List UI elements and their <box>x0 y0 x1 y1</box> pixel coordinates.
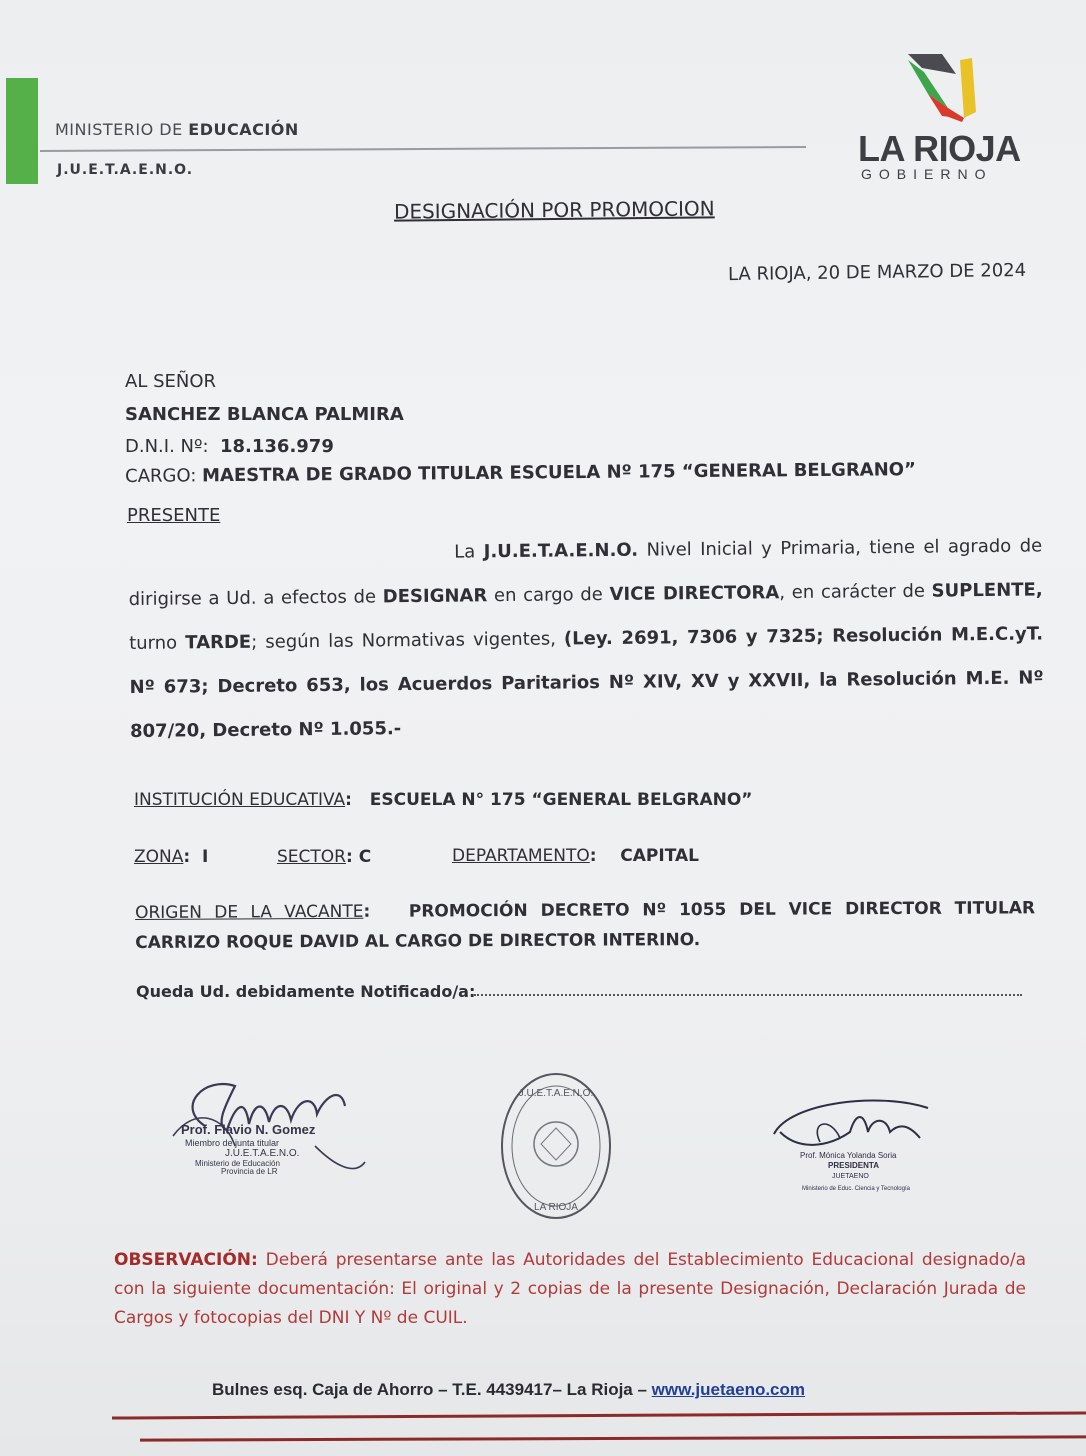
body-cargo: VICE DIRECTORA <box>609 582 780 605</box>
body-paragraph: La J.U.E.T.A.E.N.O. Nivel Inicial y Primaria, tiene el agrado de dirigirse a Ud. a efectos de DESIGNAR en cargo de VICE DIRECTORA, en carácter de SUPLENTE, turno TARDE; según las Normativas vigentes, (Ley. 2691, 7306 y 7325; Resolución M.E.C.yT. Nº 673; Decreto 653, los Acuerdos Paritarios Nº XIV, XV y XXVII, la Resolución M.E. Nº 807/20, Decreto Nº 1.055.- <box>128 535 1044 742</box>
la-rioja-logo-icon <box>902 46 984 126</box>
observacion-text: Deberá presentarse ante las Autoridades del Establecimiento Educacional designado/a con la siguiente documentación: El original y 2 copias de la presente Designación, Declaración Jurada de Cargos y fotocopias del DNI Y Nº de CUIL. <box>114 1250 1026 1328</box>
zona-field: ZONA: I <box>134 847 209 867</box>
footer-line-top <box>112 1411 1086 1419</box>
origen-value: PROMOCIÓN DECRETO Nº 1055 DEL VICE DIRECTOR TITULAR CARRIZO ROQUE DAVID AL CARGO DE DIRECTOR INTERINO. <box>135 898 1036 953</box>
cargo-value: MAESTRA DE GRADO TITULAR ESCUELA Nº 175 “GENERAL BELGRANO” <box>201 459 916 487</box>
document-title: DESIGNACIÓN POR PROMOCION <box>393 196 715 224</box>
signature-right-ministry: Ministerio de Educ. Ciencia y Tecnología <box>802 1186 910 1192</box>
document-date: LA RIOJA, 20 DE MARZO DE 2024 <box>727 259 1027 286</box>
body-turno: TARDE <box>185 631 252 654</box>
dni-value: 18.136.979 <box>219 436 334 457</box>
zona-label: ZONA <box>134 847 184 867</box>
notificado-label: Queda Ud. debidamente Notificado/a: <box>136 982 476 1001</box>
stamp-top-text: J.U.E.T.A.E.N.O. <box>518 1088 594 1099</box>
official-stamp-icon <box>497 1070 615 1222</box>
zona-value: I <box>202 847 209 867</box>
departamento-label: DEPARTAMENTO <box>452 846 590 866</box>
body-designar: DESIGNAR <box>382 585 488 608</box>
stamp-bottom-text: LA RIOJA <box>534 1202 578 1213</box>
sector-field: SECTOR: C <box>277 847 372 867</box>
logo-subtitle: GOBIERNO <box>861 166 993 182</box>
logo-name: LA RIOJA <box>858 128 1021 169</box>
ministry-name <box>55 120 299 139</box>
signature-right-name: Prof. Mónica Yolanda Soria <box>800 1151 897 1160</box>
cargo-label: CARGO: <box>125 465 197 487</box>
origen-field: ORIGEN DE LA VACANTE: PROMOCIÓN DECRETO Nº 1055 DEL VICE DIRECTOR TITULAR CARRIZO ROQUE DAVID AL CARGO DE DIRECTOR INTERINO. <box>135 898 1036 953</box>
footer-address-text: Bulnes esq. Caja de Ahorro – T.E. 4439417– La Rioja – <box>212 1380 652 1399</box>
signature-left-name: Prof. Flavio N. Gomez <box>181 1122 316 1137</box>
institucion-label: INSTITUCIÓN EDUCATIVA <box>134 790 346 810</box>
departamento-value: CAPITAL <box>620 846 699 866</box>
body-org: J.U.E.T.A.E.N.O. <box>483 539 639 563</box>
recipient-name-value: SANCHEZ BLANCA PALMIRA <box>125 404 404 425</box>
signature-left-role: Miembro de junta titular <box>185 1138 280 1148</box>
institucion-field: INSTITUCIÓN EDUCATIVA: ESCUELA N° 175 “GENERAL BELGRANO” <box>134 790 753 810</box>
recipient-name <box>125 404 404 425</box>
green-accent-bar <box>6 78 38 184</box>
ministry-prefix: MINISTERIO DE <box>55 120 189 139</box>
presente-label: PRESENTE <box>127 505 221 526</box>
signature-left <box>165 1066 375 1186</box>
dni-label: D.N.I. Nº: <box>125 436 209 457</box>
salutation: AL SEÑOR <box>125 371 217 392</box>
ministry-bold: EDUCACIÓN <box>188 120 299 139</box>
cargo-line <box>125 459 916 487</box>
signature-left-ministry: Ministerio de Educación <box>195 1159 280 1168</box>
org-header: J.U.E.T.A.E.N.O. <box>57 162 194 178</box>
dni-line <box>125 436 334 457</box>
footer-address <box>212 1380 805 1400</box>
institucion-value: ESCUELA N° 175 “GENERAL BELGRANO” <box>369 790 753 810</box>
observacion-label: OBSERVACIÓN: <box>114 1250 258 1270</box>
header-divider <box>40 146 806 152</box>
signature-right-role: PRESIDENTA <box>828 1161 879 1170</box>
notificado-dotted-line <box>474 994 1022 996</box>
origen-label: ORIGEN DE LA VACANTE <box>135 901 364 923</box>
footer-website-link[interactable]: www.juetaeno.com <box>651 1380 806 1399</box>
signature-left-province: Provincia de LR <box>221 1167 278 1176</box>
body-caracter: SUPLENTE, <box>931 579 1043 602</box>
departamento-field: DEPARTAMENTO: CAPITAL <box>452 846 699 866</box>
signature-left-org: J.U.E.T.A.E.N.O. <box>225 1148 300 1159</box>
body-normativas: (Ley. 2691, 7306 y 7325; Resolución M.E.C.yT. Nº 673; Decreto 653, los Acuerdos Paritarios Nº XIV, XV y XXVII, la Resolución M.E. Nº 807/20, Decreto Nº 1.055.- <box>129 623 1044 742</box>
sector-label: SECTOR <box>277 847 346 867</box>
observacion-note <box>114 1246 1026 1333</box>
footer-line-bottom <box>140 1435 1086 1441</box>
signature-right <box>760 1082 940 1200</box>
sector-value: C <box>358 847 372 867</box>
signature-right-org: JUETAENO <box>832 1173 869 1180</box>
